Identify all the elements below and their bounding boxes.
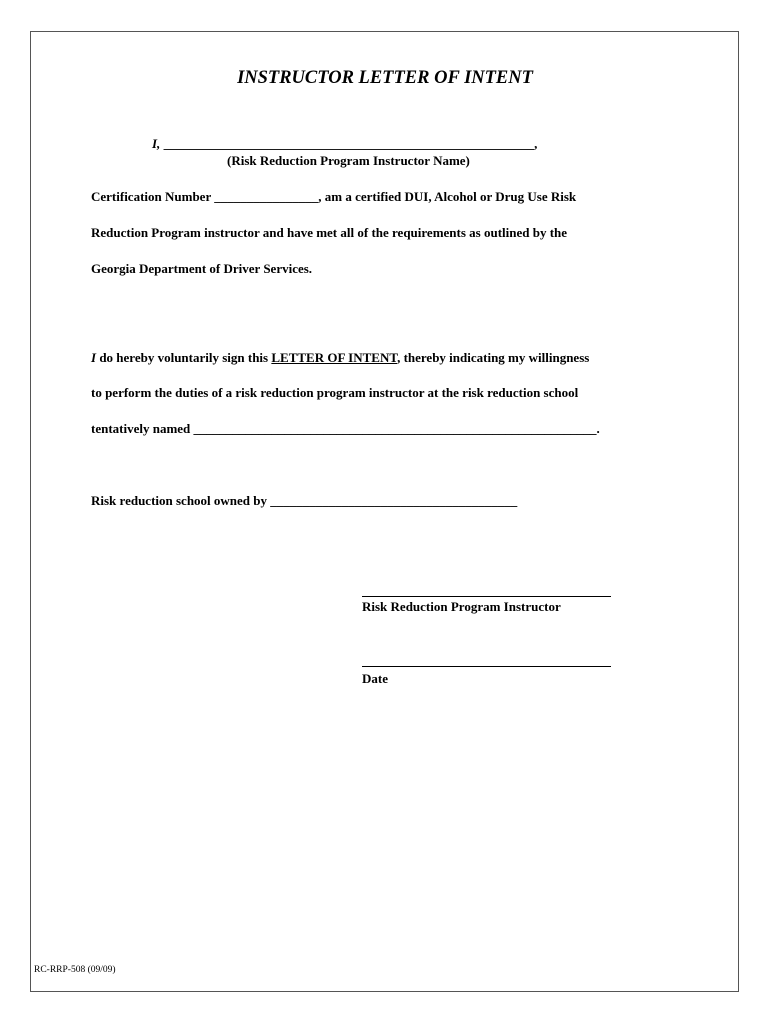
instructor-signature-label: Risk Reduction Program Instructor (362, 599, 561, 614)
intent-line-3 (91, 421, 600, 437)
letter-of-intent-emphasis: LETTER OF INTENT (271, 350, 398, 365)
certification-line-3: Georgia Department of Driver Services. (91, 261, 313, 276)
intent-text-after: , thereby indicating my willingness (397, 350, 590, 365)
date-signature-line[interactable] (362, 666, 611, 667)
certification-line-1-rest: , am a certified DUI, Alcohol or Drug Use Risk (318, 189, 577, 204)
owner-prefix: Risk reduction school owned by (91, 493, 271, 508)
page-border (30, 31, 739, 992)
instructor-name-line (152, 136, 537, 152)
form-code: RC-RRP-508 (09/09) (34, 965, 116, 975)
certification-number-blank[interactable]: ________________ (214, 189, 319, 204)
certification-line-2: Reduction Program instructor and have met all of the requirements as outlined by the (91, 225, 568, 240)
intent-line-1 (91, 350, 589, 366)
date-label: Date (362, 671, 388, 686)
document-title: INSTRUCTOR LETTER OF INTENT (237, 68, 533, 88)
intent-line-2: to perform the duties of a risk reduction program instructor at the risk reduction school (91, 385, 579, 400)
intent-text-before: do hereby voluntarily sign this (96, 350, 272, 365)
instructor-name-caption: (Risk Reduction Program Instructor Name) (227, 153, 470, 168)
certification-line-1 (91, 189, 576, 205)
name-prefix: I, (152, 136, 164, 151)
school-name-blank[interactable]: ______________________________________________________________ (193, 421, 597, 436)
owner-name-blank[interactable]: ______________________________________ (270, 493, 518, 508)
owner-line (91, 493, 517, 509)
instructor-signature-line[interactable] (362, 596, 611, 597)
instructor-name-blank[interactable]: _________________________________________________________ (163, 136, 535, 151)
intent-pronoun: I (91, 350, 97, 365)
name-suffix: , (534, 136, 538, 151)
certification-prefix: Certification Number (91, 189, 215, 204)
school-name-prefix: tentatively named (91, 421, 194, 436)
school-name-suffix: . (596, 421, 600, 436)
